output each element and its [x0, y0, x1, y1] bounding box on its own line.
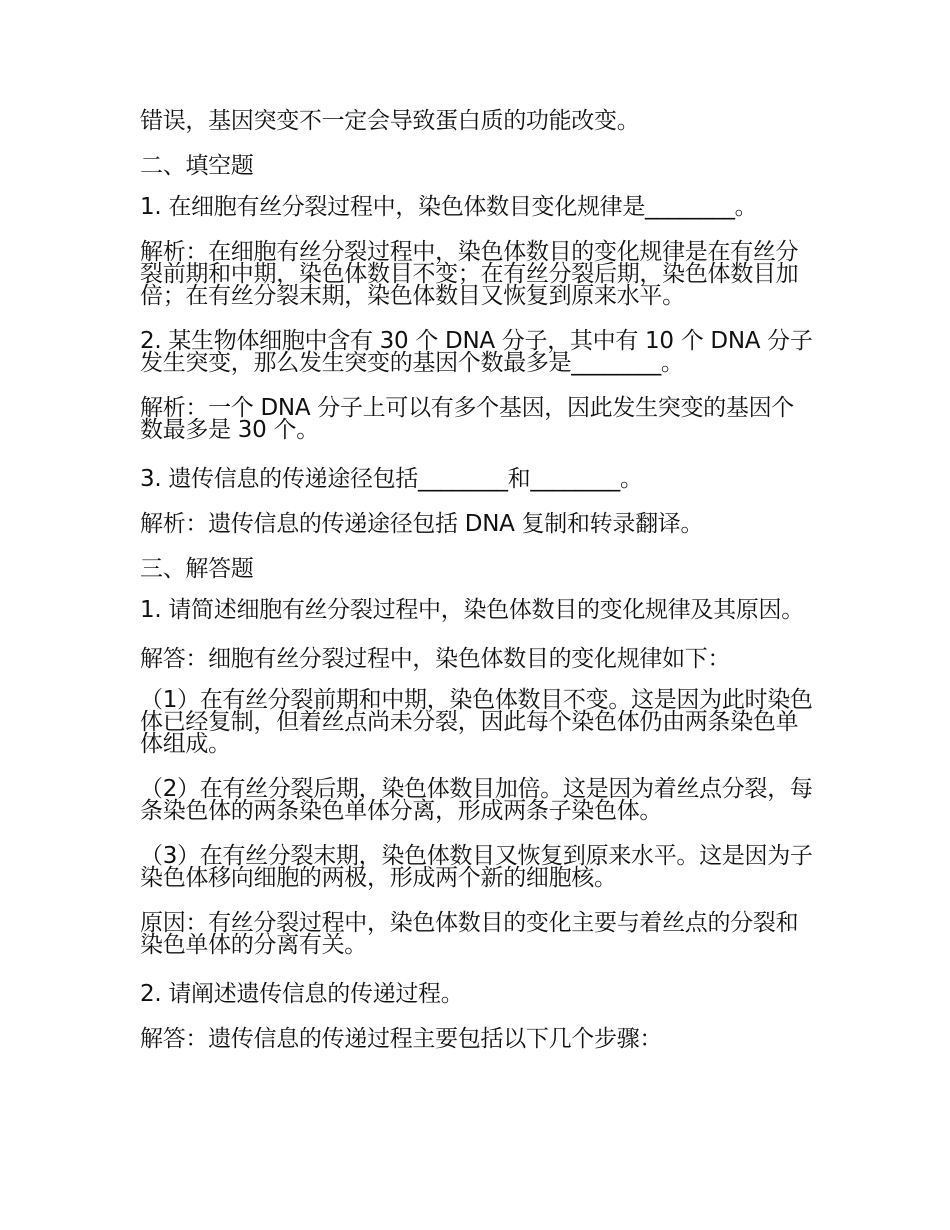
answer-reason: 原因：有丝分裂过程中，染色体数目的变化主要与着丝点的分裂和染色单体的分离有关。	[140, 910, 799, 958]
section-heading-fill-blank: 二、填空题	[140, 153, 254, 179]
answer-intro-2: 解答：遗传信息的传递过程主要包括以下几个步骤：	[140, 1026, 663, 1052]
answer-explanation-fill-1: 解析：在细胞有丝分裂过程中，染色体数目的变化规律是在有丝分裂前期和中期，染色体数目不变；在有丝分裂后期，染色体数目加倍；在有丝分裂末期，染色体数目又恢复到原来水平。	[140, 239, 799, 309]
document-body	[140, 106, 815, 1069]
question-fill-1: 1. 在细胞有丝分裂过程中，染色体数目变化规律是________。	[140, 194, 758, 220]
answer-point-1: （1）在有丝分裂前期和中期，染色体数目不变。这是因为此时染色体已经复制，但着丝点尚未分裂，因此每个染色体仍由两条染色单体组成。	[140, 687, 813, 757]
answer-point-3: （3）在有丝分裂末期，染色体数目又恢复到原来水平。这是因为子染色体移向细胞的两极，形成两个新的细胞核。	[140, 843, 813, 891]
question-answer-2: 2. 请阐述遗传信息的传递过程。	[140, 981, 464, 1007]
paragraph-conclusion: 错误，基因突变不一定会导致蛋白质的功能改变。	[140, 108, 640, 134]
question-fill-3: 3. 遗传信息的传递途径包括________和________。	[140, 466, 643, 492]
answer-explanation-fill-3: 解析：遗传信息的传递途径包括 DNA 复制和转录翻译。	[140, 511, 704, 537]
section-heading-answer: 三、解答题	[140, 556, 254, 582]
question-fill-2: 2. 某生物体细胞中含有 30 个 DNA 分子，其中有 10 个 DNA 分子发生突变，那么发生突变的基因个数最多是________。	[140, 328, 813, 376]
answer-intro-1: 解答：细胞有丝分裂过程中，染色体数目的变化规律如下：	[140, 646, 731, 672]
answer-point-2: （2）在有丝分裂后期，染色体数目加倍。这是因为着丝点分裂，每条染色体的两条染色单体分离，形成两条子染色体。	[140, 776, 813, 824]
answer-explanation-fill-2: 解析：一个 DNA 分子上可以有多个基因，因此发生突变的基因个数最多是 30 个。	[140, 395, 794, 443]
question-answer-1: 1. 请简述细胞有丝分裂过程中，染色体数目的变化规律及其原因。	[140, 597, 804, 623]
